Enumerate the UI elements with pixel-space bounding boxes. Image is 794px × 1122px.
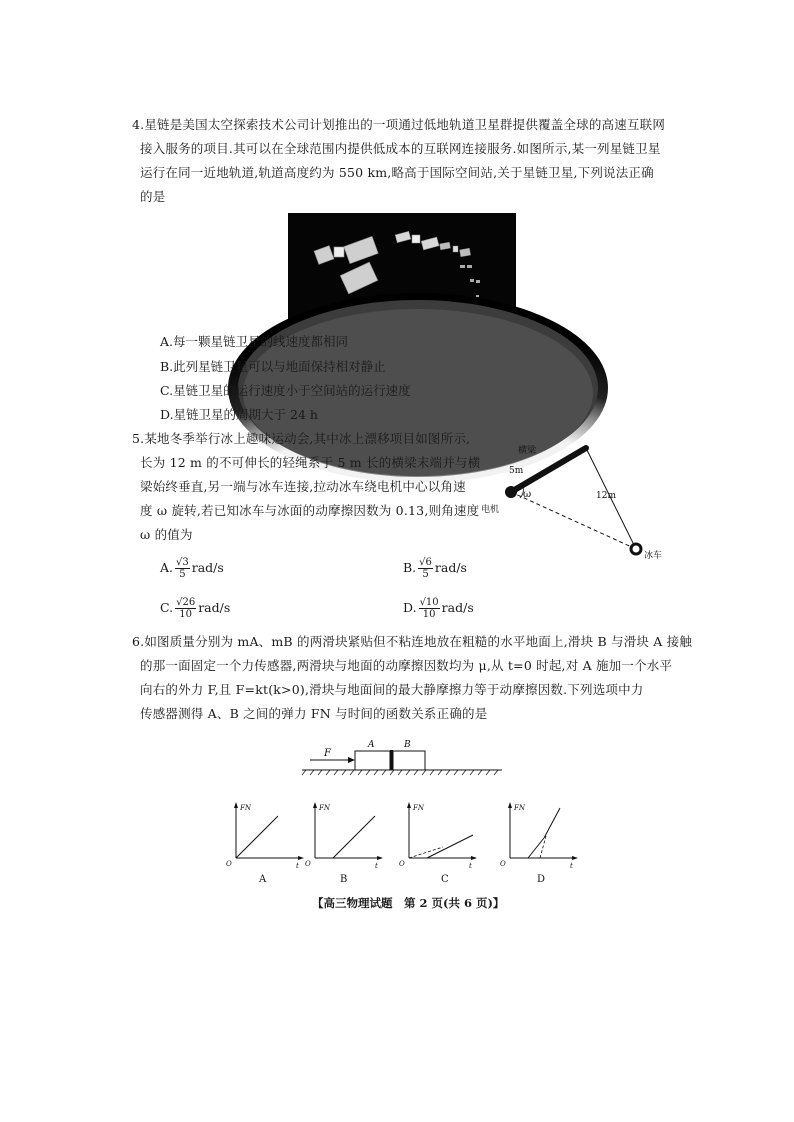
block-b-label: B [404,740,411,750]
option-c-denominator: 10 [179,609,193,620]
q5-line-2: 长为 12 m 的不可伸长的轻绳系于 5 m 长的横梁末端并与横 [140,455,481,470]
option-a-denominator: 5 [179,569,186,580]
q5-line-1: 5.某地冬季举行冰上趣味运动会,其中冰上漂移项目如图所示, [132,431,471,446]
q4-option-b: B.此列星链卫星可以与地面保持相对静止 [160,359,386,374]
option-b-numerator: √6 [419,557,432,568]
x-axis-label: t [469,862,472,870]
option-d-unit: rad/s [441,600,474,615]
graph-caption: D [537,874,546,885]
option-b-label: B. [403,560,417,575]
y-axis-label: FN [413,804,424,812]
ice-drift-diagram [478,438,678,568]
block-a [355,751,390,770]
ground-hatch [302,770,498,775]
q5-line-4: 度 ω 旋转,若已知冰车与冰面的动摩擦因数为 0.13,则角速度 [140,503,480,518]
option-d-fraction [419,597,440,620]
q6-line-2: 的那一面固定一个力传感器,两滑块与地面的动摩擦因数均为 μ,从 t=0 时起,对 A 施加一个水平 [140,658,673,673]
graph-option-a [226,800,306,890]
option-d-numerator: √10 [419,597,439,608]
block-b [393,751,425,770]
fn-line [427,835,473,858]
q5-line-3: 梁始终垂直,另一端与冰车连接,拉动冰车绕电机中心以角速 [140,479,466,494]
q5-option-c [160,597,230,620]
q5-option-d [403,597,474,620]
option-c-unit: rad/s [198,600,231,615]
fn-line [528,838,544,858]
y-axis-label: FN [240,804,251,812]
omega-label: ω [523,489,532,500]
x-axis-label: t [296,862,299,870]
origin-label: O [399,860,405,868]
car-label: 冰车 [644,551,663,561]
q4-line-4: 的是 [140,189,166,204]
graph-caption: A [259,874,267,885]
q4-line-2: 接入服务的项目.其可以在全球范围内提供低成本的互联网连接服务.如图所示,某一列星链卫星 [140,141,661,156]
q5-option-b [403,557,467,580]
force-label: F [324,748,331,759]
fn-line-steep [544,808,560,838]
option-a-unit: rad/s [191,560,224,575]
graph-option-d [500,800,580,890]
q4-line-3: 运行在同一近地轨道,轨道高度约为 550 km,略高于国际空间站,关于星链卫星,下列说法正确 [140,165,654,180]
beam-length-label: 5m [509,466,524,476]
x-axis-label: t [570,862,573,870]
motor-label: 电机 [481,505,500,515]
option-a-fraction [175,557,190,580]
beam-label: 横梁 [518,446,537,456]
x-axis-label: t [375,862,378,870]
motor-center [505,486,517,498]
q4-option-c: C.星链卫星的运行速度小于空间站的运行速度 [160,383,411,398]
fn-line [333,816,375,858]
page-footer: 【高三物理试题 第 2 页(共 6 页)】 [312,896,505,910]
option-b-fraction [418,557,433,580]
fn-line [236,816,278,858]
graph-option-c [399,800,479,890]
q5-option-a [160,557,224,580]
option-c-numerator: √26 [176,597,196,608]
option-c-label: C. [160,600,174,615]
radius-dashed [511,492,636,549]
q4-line-1: 4.星链是美国太空探索技术公司计划推出的一项通过低地轨道卫星群提供覆盖全球的高速互联网 [132,117,666,132]
option-a-numerator: √3 [176,557,189,568]
q4-option-d: D.星链卫星的周期大于 24 h [160,407,318,422]
graph-caption: B [340,874,348,885]
origin-label: O [500,860,506,868]
y-axis-label: FN [319,804,330,812]
q5-line-5: ω 的值为 [140,527,193,542]
ice-car [631,544,641,554]
origin-label: O [226,860,232,868]
origin-label: O [305,860,311,868]
graph-option-b [305,800,385,890]
y-axis-label: FN [514,804,525,812]
option-b-denominator: 5 [422,569,429,580]
option-a-label: A. [160,560,174,575]
rope-length-label: 12m [596,491,616,501]
option-d-label: D. [403,600,417,615]
block-a-label: A [368,740,375,750]
graph-caption: C [441,874,449,885]
blocks-diagram [296,737,506,777]
q6-line-1: 6.如图质量分别为 mA、mB 的两滑块紧贴但不粘连地放在粗糙的水平地面上,滑块 B 与滑块 A 接触 [132,634,693,649]
option-d-denominator: 10 [422,609,436,620]
q4-option-a: A.每一颗星链卫星的线速度都相同 [160,334,349,349]
starlink-satellite-photo [288,213,516,329]
option-b-unit: rad/s [434,560,467,575]
q6-line-4: 传感器测得 A、B 之间的弹力 FN 与时间的函数关系正确的是 [140,706,488,721]
q6-line-3: 向右的外力 F,且 F=kt(k>0),滑块与地面间的最大静摩擦力等于动摩擦因数.下列选项中力 [140,682,644,697]
option-c-fraction [175,597,196,620]
